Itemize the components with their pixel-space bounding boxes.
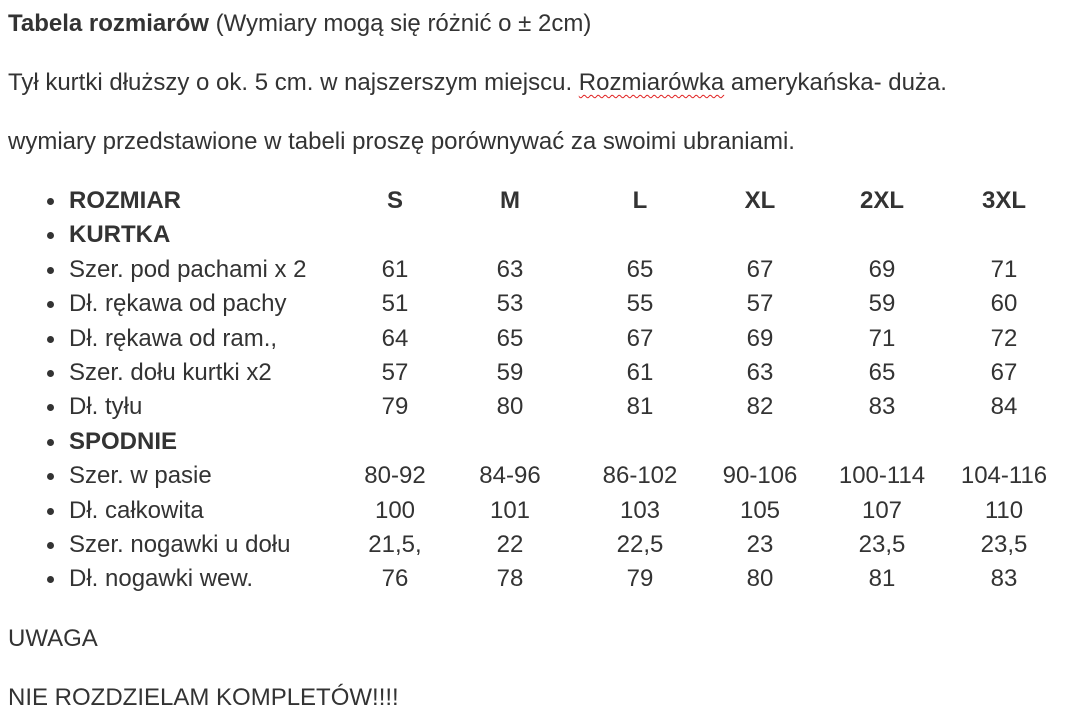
warning-label: UWAGA — [8, 625, 98, 652]
measurement-row — [0, 322, 1089, 356]
bullet-dot — [47, 198, 54, 205]
bullet-dot — [47, 370, 54, 377]
size-header-cell: 2XL — [859, 187, 904, 214]
measurement-value: 59 — [496, 359, 524, 386]
measurement-value: 100-114 — [838, 462, 926, 490]
measurement-row — [0, 253, 1089, 287]
measurement-row — [0, 562, 1089, 596]
measurement-value: 100 — [374, 496, 416, 524]
measurement-value: 64 — [381, 324, 409, 352]
measurement-label: Dł. tyłu — [69, 393, 143, 421]
jacket-info-before: Tył kurtki dłuższy o ok. 5 cm. w najszerszym miejscu. — [8, 69, 579, 96]
measurement-value: 57 — [746, 290, 774, 318]
measurement-value: 79 — [381, 393, 409, 421]
bullet-dot — [47, 301, 54, 308]
bullet-dot — [47, 267, 54, 274]
measurement-value: 76 — [381, 565, 409, 593]
measurement-value: 84 — [990, 393, 1018, 421]
size-header-cell: M — [500, 187, 520, 214]
bullet-dot — [47, 542, 54, 549]
measurement-label: Szer. w pasie — [69, 462, 212, 490]
measurement-row — [0, 459, 1089, 493]
size-header-cell: L — [632, 187, 648, 214]
measurement-row — [0, 528, 1089, 562]
measurement-value: 57 — [381, 359, 409, 386]
measurement-value: 61 — [381, 255, 409, 283]
measurement-value: 63 — [746, 359, 774, 386]
measurement-value: 59 — [868, 290, 896, 318]
measurement-value: 107 — [861, 496, 903, 524]
measurement-label: Szer. dołu kurtki x2 — [69, 359, 272, 386]
measurement-value: 103 — [619, 496, 661, 524]
section-title: SPODNIE — [69, 427, 178, 455]
measurement-value: 90-106 — [722, 462, 798, 490]
measurement-value: 67 — [626, 324, 654, 352]
measurement-value: 81 — [868, 565, 896, 593]
measurement-label: Dł. całkowita — [69, 496, 204, 524]
measurement-value: 86-102 — [602, 462, 678, 490]
bullet-dot — [47, 473, 54, 480]
measurement-value: 104-116 — [960, 462, 1048, 490]
measurement-value: 21,5, — [368, 531, 422, 558]
measurement-value: 51 — [381, 290, 409, 318]
bullet-dot — [47, 336, 54, 343]
measurement-label: Dł. rękawa od pachy — [69, 290, 287, 318]
measurement-value: 69 — [868, 255, 896, 283]
spellcheck-flagged-word: Rozmiarówka — [578, 69, 725, 96]
measurement-value: 80-92 — [364, 462, 426, 490]
measurement-value: 67 — [746, 255, 774, 283]
measurement-value: 67 — [990, 359, 1018, 386]
measurement-row — [0, 356, 1089, 390]
measurement-value: 78 — [496, 565, 524, 593]
measurement-value: 71 — [868, 324, 896, 352]
section-title: KURTKA — [69, 221, 171, 249]
bullet-dot — [47, 232, 54, 239]
measurement-value: 53 — [496, 290, 524, 318]
measurement-value: 63 — [496, 255, 524, 283]
measurement-value: 80 — [496, 393, 524, 421]
measurement-value: 71 — [990, 255, 1018, 283]
measurement-value: 82 — [746, 393, 774, 421]
measurement-row — [0, 287, 1089, 321]
bullet-dot — [47, 404, 54, 411]
measurement-value: 65 — [496, 324, 524, 352]
measurement-value: 65 — [626, 255, 654, 283]
section-title-row — [0, 425, 1089, 459]
measurement-value: 83 — [990, 565, 1018, 593]
measurement-value: 81 — [626, 393, 654, 421]
measurement-label: Szer. pod pachami x 2 — [69, 255, 307, 283]
measurement-value: 101 — [489, 496, 531, 524]
measurement-value: 79 — [626, 565, 654, 593]
measurement-label: Szer. nogawki u dołu — [69, 531, 291, 558]
measurement-label: Dł. nogawki wew. — [69, 565, 254, 593]
measurement-value: 22,5 — [616, 531, 664, 558]
measurement-value: 83 — [868, 393, 896, 421]
measurement-value: 80 — [746, 565, 774, 593]
bullet-dot — [47, 439, 54, 446]
jacket-info-after: amerykańska- duża. — [724, 69, 947, 96]
jacket-info-line — [8, 69, 947, 97]
measurement-value: 60 — [990, 290, 1018, 318]
measurement-value: 72 — [990, 324, 1018, 352]
measurement-value: 23,5 — [980, 531, 1028, 558]
measurement-row — [0, 390, 1089, 424]
no-split-notice: NIE ROZDZIELAM KOMPLETÓW!!!! — [8, 684, 399, 711]
size-header-cell: XL — [744, 187, 776, 214]
compare-note-line: wymiary przedstawione w tabeli proszę porównywać za swoimi ubraniami. — [8, 128, 795, 155]
size-header-label: ROZMIAR — [69, 187, 181, 214]
title-line — [8, 10, 591, 38]
measurement-value: 105 — [739, 496, 781, 524]
measurement-value: 23,5 — [858, 531, 906, 558]
bullet-dot — [47, 576, 54, 583]
section-title-row — [0, 218, 1089, 252]
measurement-value: 23 — [746, 531, 774, 558]
measurement-value: 65 — [868, 359, 896, 386]
measurement-value: 22 — [496, 531, 524, 558]
measurement-row — [0, 494, 1089, 528]
measurement-value: 69 — [746, 324, 774, 352]
measurement-value: 55 — [626, 290, 654, 318]
size-header-cell: S — [386, 187, 403, 214]
bullet-dot — [47, 508, 54, 515]
title-note: (Wymiary mogą się różnić o ± 2cm) — [215, 10, 592, 37]
measurement-value: 61 — [626, 359, 654, 386]
measurement-value: 84-96 — [479, 462, 541, 490]
page-title: Tabela rozmiarów — [8, 10, 209, 37]
measurement-value: 110 — [984, 496, 1024, 524]
size-header-cell: 3XL — [981, 187, 1026, 214]
size-header-row — [0, 184, 1089, 218]
measurement-label: Dł. rękawa od ram., — [69, 324, 278, 352]
